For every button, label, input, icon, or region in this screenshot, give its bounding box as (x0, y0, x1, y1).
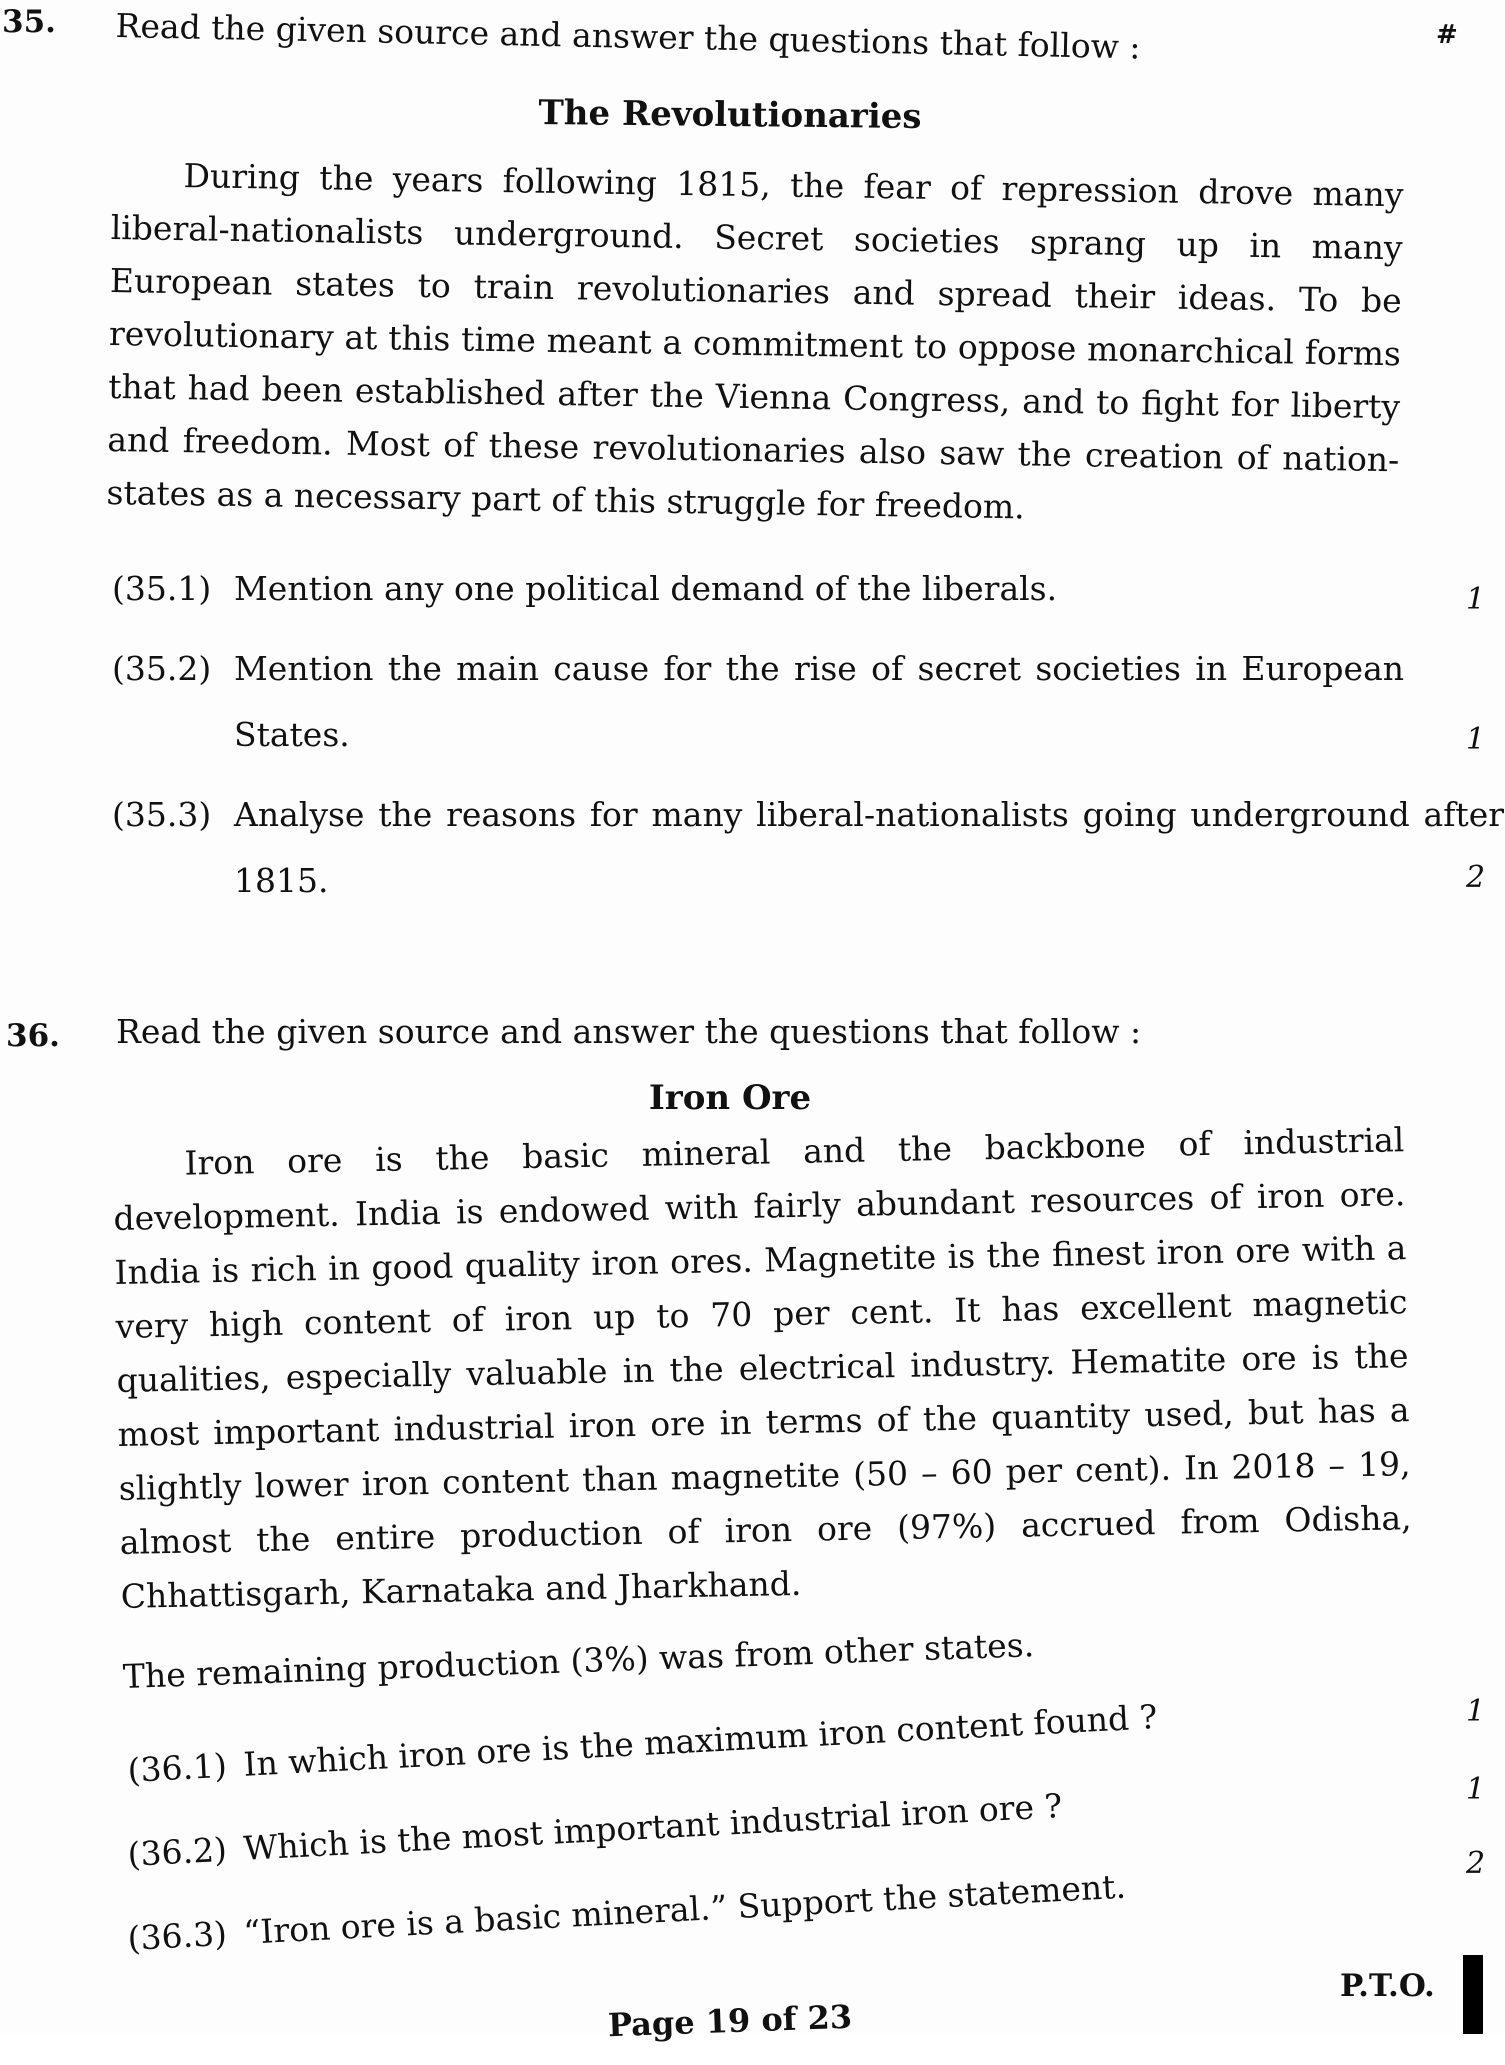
sub-question-label: (35.2) (112, 649, 212, 688)
source-title: The Revolutionaries (538, 92, 922, 138)
pto-marker-bar (1463, 1955, 1483, 2034)
marks: 2 (1466, 1846, 1486, 1881)
sub-question-label: (35.1) (112, 569, 212, 608)
sub-question-text: “Iron ore is a basic mineral.” Support the statement. (242, 1866, 1127, 1952)
source-passage: Iron ore is the basic mineral and the backbone of industrial development. India is endowed with fairly abundant resources of iron ore. India is rich in good quality iron ores. Magnetite is the finest iron ore with a very high content of iron up to 70 per cent. It has excellent magnetic qualities, especially valuable in the electrical industry. Hematite ore is the most important industrial iron ore in terms of the quantity used, but has a slightly lower iron content than magnetite (50 – 60 per cent). In 2018 – 19, almost the entire production of iron ore (97%) accrued from Odisha, Chhattisgarh, Karnataka and Jharkhand. (113, 1120, 1412, 1616)
source-title: Iron Ore (648, 1078, 812, 1118)
question-instruction: Read the given source and answer the questions that follow : (116, 1012, 1142, 1051)
sub-question-text: In which iron ore is the maximum iron content found ? (242, 1697, 1159, 1784)
page-marker: # (1436, 20, 1458, 50)
question-number: 35. (2, 4, 56, 40)
marks: 1 (1466, 582, 1486, 617)
sub-question-text: Mention the main cause for the rise of secret societies in European States. (234, 649, 1404, 754)
marks: 1 (1466, 1772, 1486, 1807)
sub-question-text: Which is the most important industrial iron ore ? (242, 1786, 1064, 1868)
question-instruction: Read the given source and answer the questions that follow : (115, 6, 1141, 67)
sub-question-label: (36.3) (126, 1913, 228, 1958)
marks: 1 (1466, 1694, 1486, 1729)
page-number: Page 19 of 23 (607, 1997, 853, 2045)
source-passage: During the years following 1815, the fear of repression drove many liberal-nationalists underground. Secret societies sprang up in many European states to train revolutionaries and spread their ideas. To be revolutionary at this time meant a commitment to oppose monarchical forms that had been established after the Vienna Congress, and to fight for liberty and freedom. Most of these revolutionaries also saw the creation of nation-states as a necessary part of this struggle for freedom. (106, 156, 1404, 527)
marks: 2 (1466, 860, 1486, 895)
sub-question-text: Analyse the reasons for many liberal-nationalists going underground after 1815. (234, 795, 1504, 900)
marks: 1 (1466, 722, 1486, 757)
sub-question-label: (36.1) (126, 1745, 228, 1790)
sub-question-text: Mention any one political demand of the liberals. (234, 569, 1058, 608)
sub-question-label: (36.2) (126, 1829, 228, 1874)
source-passage-last-line: The remaining production (3%) was from other states. (122, 1625, 1035, 1696)
question-number: 36. (6, 1018, 60, 1054)
pto-label: P.T.O. (1340, 1968, 1435, 2004)
sub-question-label: (35.3) (112, 795, 212, 834)
